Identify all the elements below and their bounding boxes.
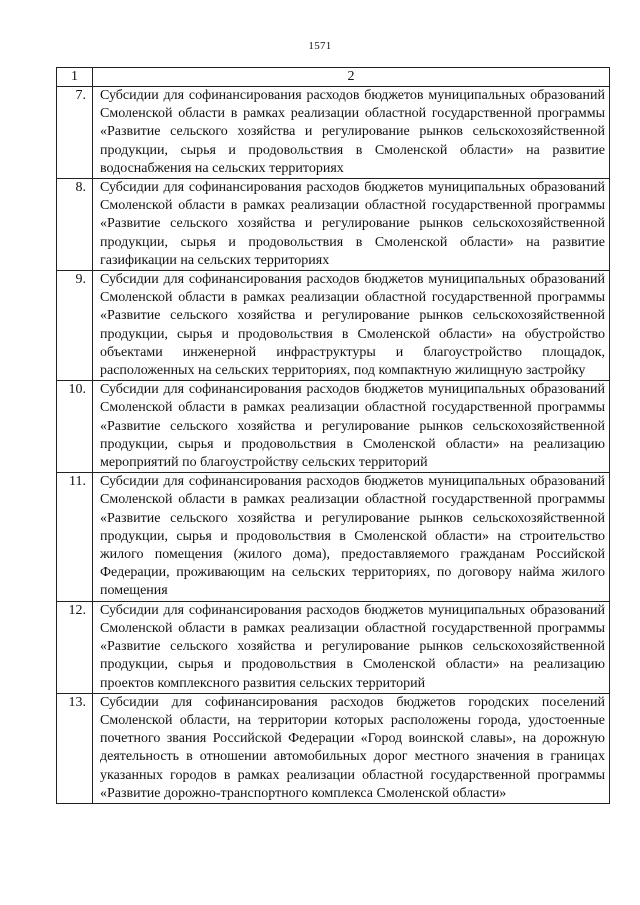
row-description: Субсидии для софинансирования расходов бюджетов муниципальных образований Смоленской области в рамках реализации областной государственной программы «Развитие сельского хозяйства и регулирование рынков сельскохозяйственной продукции, сырья и продовольствия в Смоленской области» на строительство жилого помещения (жилого дома), предоставляемого гражданам Российской Федерации, проживающим на сельских территориях, по договору найма жилого помещения: [93, 473, 610, 601]
header-col-number: 1: [57, 68, 93, 87]
row-description: Субсидии для софинансирования расходов бюджетов городских поселений Смоленской области, на территории которых расположены города, удостоенные почетного звания Российской Федерации «Город воинской славы», на дорожную деятельность в отношении автомобильных дорог местного значения в границах указанных городов в рамках реализации областной государственной программы «Развитие дорожно-транспортного комплекса Смоленской области»: [93, 693, 610, 803]
row-number: 8.: [57, 179, 93, 271]
row-description: Субсидии для софинансирования расходов бюджетов муниципальных образований Смоленской области в рамках реализации областной государственной программы «Развитие сельского хозяйства и регулирование рынков сельскохозяйственной продукции, сырья и продовольствия в Смоленской области» на развитие водоснабжения на сельских территориях: [93, 87, 610, 179]
table-header-row: [57, 68, 610, 87]
table-row: [57, 87, 610, 179]
row-description: Субсидии для софинансирования расходов бюджетов муниципальных образований Смоленской области в рамках реализации областной государственной программы «Развитие сельского хозяйства и регулирование рынков сельскохозяйственной продукции, сырья и продовольствия в Смоленской области» на реализацию проектов комплексного развития сельских территорий: [93, 601, 610, 693]
table-row: [57, 271, 610, 381]
table-row: [57, 381, 610, 473]
page-number: 1571: [308, 40, 332, 52]
row-description: Субсидии для софинансирования расходов бюджетов муниципальных образований Смоленской области в рамках реализации областной государственной программы «Развитие сельского хозяйства и регулирование рынков сельскохозяйственной продукции, сырья и продовольствия в Смоленской области» на обустройство объектами инженерной инфраструктуры и благоустройство площадок, расположенных на сельских территориях, под компактную жилищную застройку: [93, 271, 610, 381]
row-number: 10.: [57, 381, 93, 473]
table-row: [57, 601, 610, 693]
row-number: 9.: [57, 271, 93, 381]
table-row: [57, 693, 610, 803]
row-number: 11.: [57, 473, 93, 601]
subsidies-table: [56, 67, 610, 804]
table-row: [57, 473, 610, 601]
row-number: 12.: [57, 601, 93, 693]
row-number: 13.: [57, 693, 93, 803]
header-col-description: 2: [93, 68, 610, 87]
row-description: Субсидии для софинансирования расходов бюджетов муниципальных образований Смоленской области в рамках реализации областной государственной программы «Развитие сельского хозяйства и регулирование рынков сельскохозяйственной продукции, сырья и продовольствия в Смоленской области» на развитие газификации на сельских территориях: [93, 179, 610, 271]
row-number: 7.: [57, 87, 93, 179]
table-row: [57, 179, 610, 271]
row-description: Субсидии для софинансирования расходов бюджетов муниципальных образований Смоленской области в рамках реализации областной государственной программы «Развитие сельского хозяйства и регулирование рынков сельскохозяйственной продукции, сырья и продовольствия в Смоленской области» на реализацию мероприятий по благоустройству сельских территорий: [93, 381, 610, 473]
